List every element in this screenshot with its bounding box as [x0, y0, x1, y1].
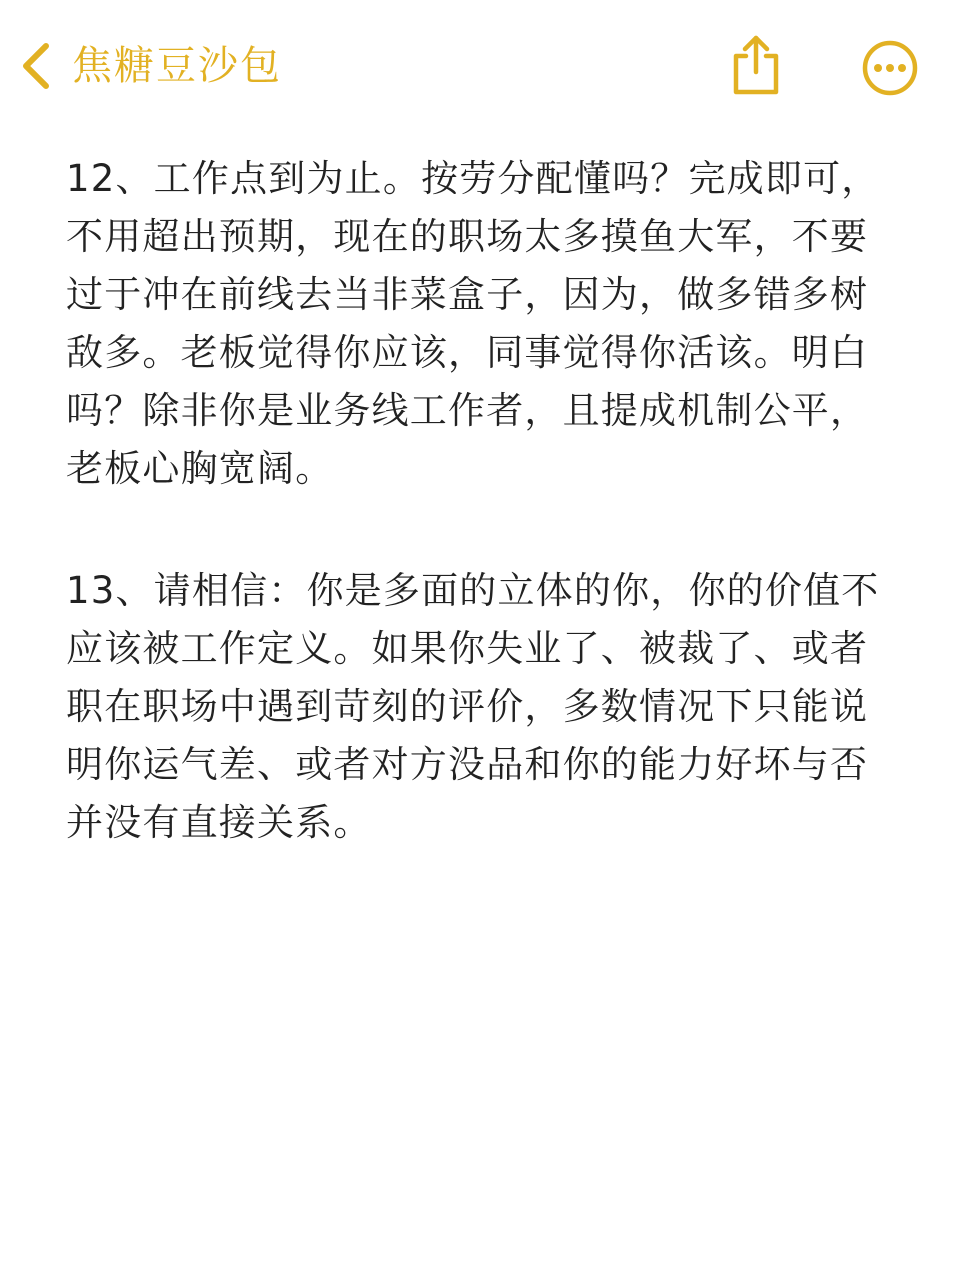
share-button[interactable]: [726, 32, 786, 98]
more-icon: [860, 83, 920, 102]
navigation-bar: [0, 0, 960, 130]
note-content: [66, 150, 886, 852]
note-paragraph-12: 12、工作点到为止。按劳分配懂吗？完成即可，不用超出预期，现在的职场太多摸鱼大军，不要过于冲在前线去当非菜盒子，因为，做多错多树敌多。老板觉得你应该，同事觉得你活该。明白吗？除非你是业务线工作者，且提成机制公平，老板心胸宽阔。: [66, 157, 880, 490]
chevron-left-icon: [18, 40, 54, 92]
back-button[interactable]: [18, 36, 282, 96]
back-label: 焦糖豆沙包: [72, 43, 282, 89]
more-button[interactable]: [860, 38, 920, 98]
share-icon: [726, 83, 786, 102]
paragraph-spacer: [66, 498, 886, 562]
note-paragraph-13: 13、请相信：你是多面的立体的你，你的价值不应该被工作定义。如果你失业了、被裁了、或者职在职场中遇到苛刻的评价，多数情况下只能说明你运气差、或者对方没品和你的能力好坏与否并没有直接关系。: [66, 569, 880, 844]
